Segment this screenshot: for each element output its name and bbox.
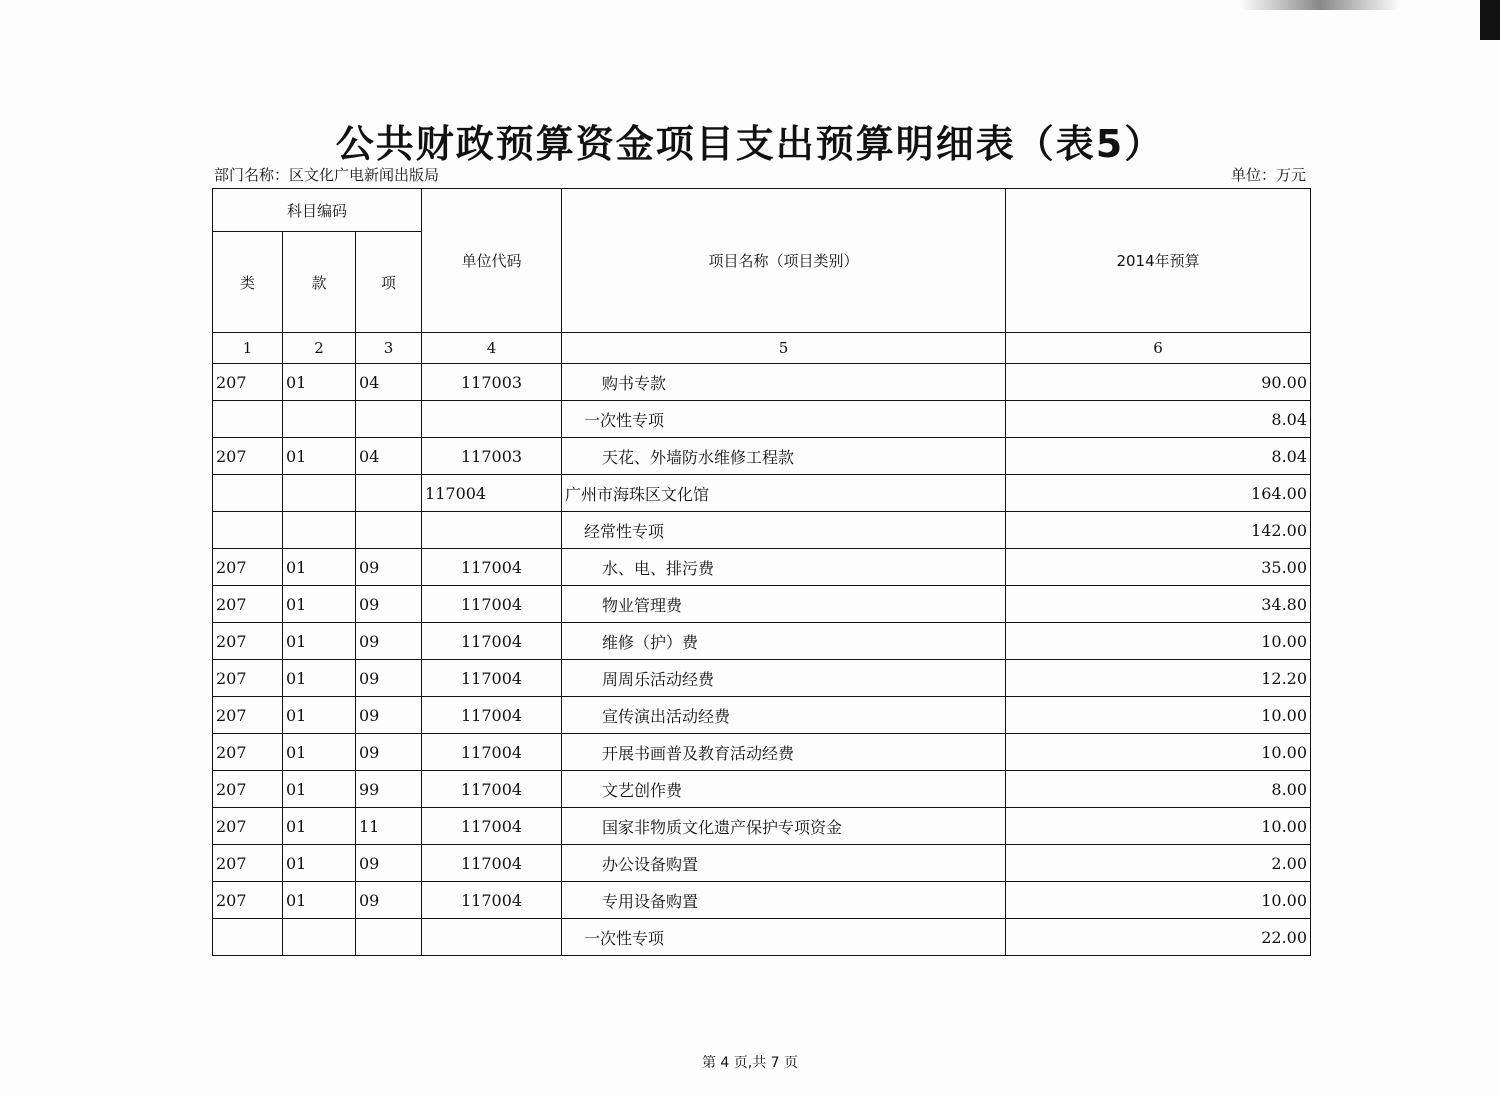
- cell-lei: 207: [213, 364, 283, 401]
- cell-amount: 34.80: [1006, 586, 1311, 623]
- cell-lei: 207: [213, 734, 283, 771]
- cell-kuan: [283, 919, 356, 956]
- cell-lei: 207: [213, 845, 283, 882]
- cell-unit-code: [422, 919, 562, 956]
- cell-xiang: 09: [356, 882, 422, 919]
- cell-xiang: [356, 919, 422, 956]
- cell-amount: 10.00: [1006, 882, 1311, 919]
- cell-kuan: 01: [283, 438, 356, 475]
- cell-lei: [213, 512, 283, 549]
- cell-unit-code: 117004: [422, 808, 562, 845]
- header-kuan: 款: [283, 232, 356, 333]
- table-row: [213, 845, 1311, 882]
- column-number: 2: [283, 333, 356, 364]
- table-body: [213, 364, 1311, 956]
- cell-lei: 207: [213, 623, 283, 660]
- cell-unit-code: 117004: [422, 734, 562, 771]
- cell-kuan: 01: [283, 808, 356, 845]
- cell-lei: [213, 475, 283, 512]
- header-subject-code: 科目编码: [213, 189, 422, 232]
- cell-kuan: [283, 512, 356, 549]
- cell-unit-code: 117004: [422, 697, 562, 734]
- cell-project-name: 水、电、排污费: [562, 549, 1006, 586]
- scan-smudge: [1240, 0, 1400, 10]
- cell-project-name: 购书专款: [562, 364, 1006, 401]
- cell-project-name: 专用设备购置: [562, 882, 1006, 919]
- cell-unit-code: 117004: [422, 549, 562, 586]
- cell-kuan: 01: [283, 845, 356, 882]
- table-row: [213, 919, 1311, 956]
- cell-kuan: [283, 401, 356, 438]
- cell-project-name: 国家非物质文化遗产保护专项资金: [562, 808, 1006, 845]
- header-unit-code: 单位代码: [422, 189, 562, 333]
- cell-project-name: 物业管理费: [562, 586, 1006, 623]
- table-row: [213, 808, 1311, 845]
- cell-xiang: 09: [356, 623, 422, 660]
- cell-project-name: 天花、外墙防水维修工程款: [562, 438, 1006, 475]
- cell-lei: [213, 919, 283, 956]
- cell-project-name: 办公设备购置: [562, 845, 1006, 882]
- cell-kuan: 01: [283, 623, 356, 660]
- cell-unit-code: 117004: [422, 660, 562, 697]
- table-row: [213, 512, 1311, 549]
- cell-amount: 2.00: [1006, 845, 1311, 882]
- cell-unit-code: 117003: [422, 364, 562, 401]
- cell-amount: 8.04: [1006, 401, 1311, 438]
- cell-kuan: 01: [283, 771, 356, 808]
- cell-unit-code: 117004: [422, 586, 562, 623]
- cell-amount: 10.00: [1006, 734, 1311, 771]
- cell-unit-code: 117004: [422, 845, 562, 882]
- cell-xiang: 09: [356, 697, 422, 734]
- table-row: [213, 475, 1311, 512]
- table-row: [213, 623, 1311, 660]
- cell-project-name: 开展书画普及教育活动经费: [562, 734, 1006, 771]
- header-lei: 类: [213, 232, 283, 333]
- table-row: [213, 771, 1311, 808]
- cell-project-name: 宣传演出活动经费: [562, 697, 1006, 734]
- table-row: [213, 401, 1311, 438]
- cell-amount: 22.00: [1006, 919, 1311, 956]
- cell-lei: 207: [213, 697, 283, 734]
- table-row: [213, 734, 1311, 771]
- column-number: 5: [562, 333, 1006, 364]
- cell-xiang: 04: [356, 364, 422, 401]
- cell-amount: 90.00: [1006, 364, 1311, 401]
- page-footer: 第 4 页,共 7 页: [701, 1055, 799, 1071]
- cell-amount: 12.20: [1006, 660, 1311, 697]
- cell-project-name: 周周乐活动经费: [562, 660, 1006, 697]
- page-title: 公共财政预算资金项目支出预算明细表（表5）: [335, 122, 1165, 166]
- cell-project-name: 一次性专项: [562, 919, 1006, 956]
- header-project-name: 项目名称（项目类别）: [562, 189, 1006, 333]
- cell-kuan: 01: [283, 586, 356, 623]
- header-budget: 2014年预算: [1006, 189, 1311, 333]
- table-row: [213, 697, 1311, 734]
- table-row: [213, 364, 1311, 401]
- cell-lei: 207: [213, 438, 283, 475]
- table-row: [213, 882, 1311, 919]
- cell-project-name: 维修（护）费: [562, 623, 1006, 660]
- scan-edge-mark: [1480, 0, 1500, 40]
- column-number: 4: [422, 333, 562, 364]
- cell-unit-code: [422, 512, 562, 549]
- cell-project-name: 广州市海珠区文化馆: [562, 475, 1006, 512]
- cell-lei: 207: [213, 549, 283, 586]
- cell-xiang: [356, 512, 422, 549]
- cell-kuan: 01: [283, 549, 356, 586]
- table-row: [213, 549, 1311, 586]
- cell-xiang: 09: [356, 845, 422, 882]
- header-xiang: 项: [356, 232, 422, 333]
- department-name: 部门名称：区文化广电新闻出版局: [214, 166, 440, 184]
- cell-xiang: 11: [356, 808, 422, 845]
- cell-amount: 35.00: [1006, 549, 1311, 586]
- cell-amount: 8.04: [1006, 438, 1311, 475]
- cell-amount: 8.00: [1006, 771, 1311, 808]
- cell-lei: 207: [213, 882, 283, 919]
- cell-unit-code: 117004: [422, 882, 562, 919]
- cell-amount: 10.00: [1006, 623, 1311, 660]
- cell-xiang: 09: [356, 586, 422, 623]
- cell-xiang: 99: [356, 771, 422, 808]
- cell-lei: 207: [213, 586, 283, 623]
- cell-xiang: [356, 401, 422, 438]
- cell-kuan: [283, 475, 356, 512]
- unit-label: 单位：万元: [1230, 166, 1306, 184]
- cell-kuan: 01: [283, 734, 356, 771]
- cell-project-name: 经常性专项: [562, 512, 1006, 549]
- cell-lei: 207: [213, 808, 283, 845]
- table-row: [213, 660, 1311, 697]
- cell-amount: 10.00: [1006, 697, 1311, 734]
- column-number: 3: [356, 333, 422, 364]
- cell-kuan: 01: [283, 660, 356, 697]
- table-row: [213, 438, 1311, 475]
- cell-project-name: 一次性专项: [562, 401, 1006, 438]
- cell-amount: 142.00: [1006, 512, 1311, 549]
- cell-unit-code: 117004: [422, 771, 562, 808]
- cell-xiang: 09: [356, 734, 422, 771]
- cell-project-name: 文艺创作费: [562, 771, 1006, 808]
- cell-amount: 10.00: [1006, 808, 1311, 845]
- column-number: 6: [1006, 333, 1311, 364]
- cell-lei: 207: [213, 771, 283, 808]
- table-row: [213, 586, 1311, 623]
- cell-lei: 207: [213, 660, 283, 697]
- cell-xiang: [356, 475, 422, 512]
- cell-kuan: 01: [283, 882, 356, 919]
- cell-unit-code: [422, 401, 562, 438]
- cell-kuan: 01: [283, 697, 356, 734]
- cell-xiang: 09: [356, 660, 422, 697]
- cell-xiang: 09: [356, 549, 422, 586]
- cell-unit-code: 117004: [422, 623, 562, 660]
- cell-unit-code: 117004: [422, 475, 562, 512]
- column-number-row: [213, 333, 1311, 364]
- cell-kuan: 01: [283, 364, 356, 401]
- cell-unit-code: 117003: [422, 438, 562, 475]
- cell-lei: [213, 401, 283, 438]
- column-number: 1: [213, 333, 283, 364]
- cell-amount: 164.00: [1006, 475, 1311, 512]
- budget-table: [212, 188, 1311, 956]
- cell-xiang: 04: [356, 438, 422, 475]
